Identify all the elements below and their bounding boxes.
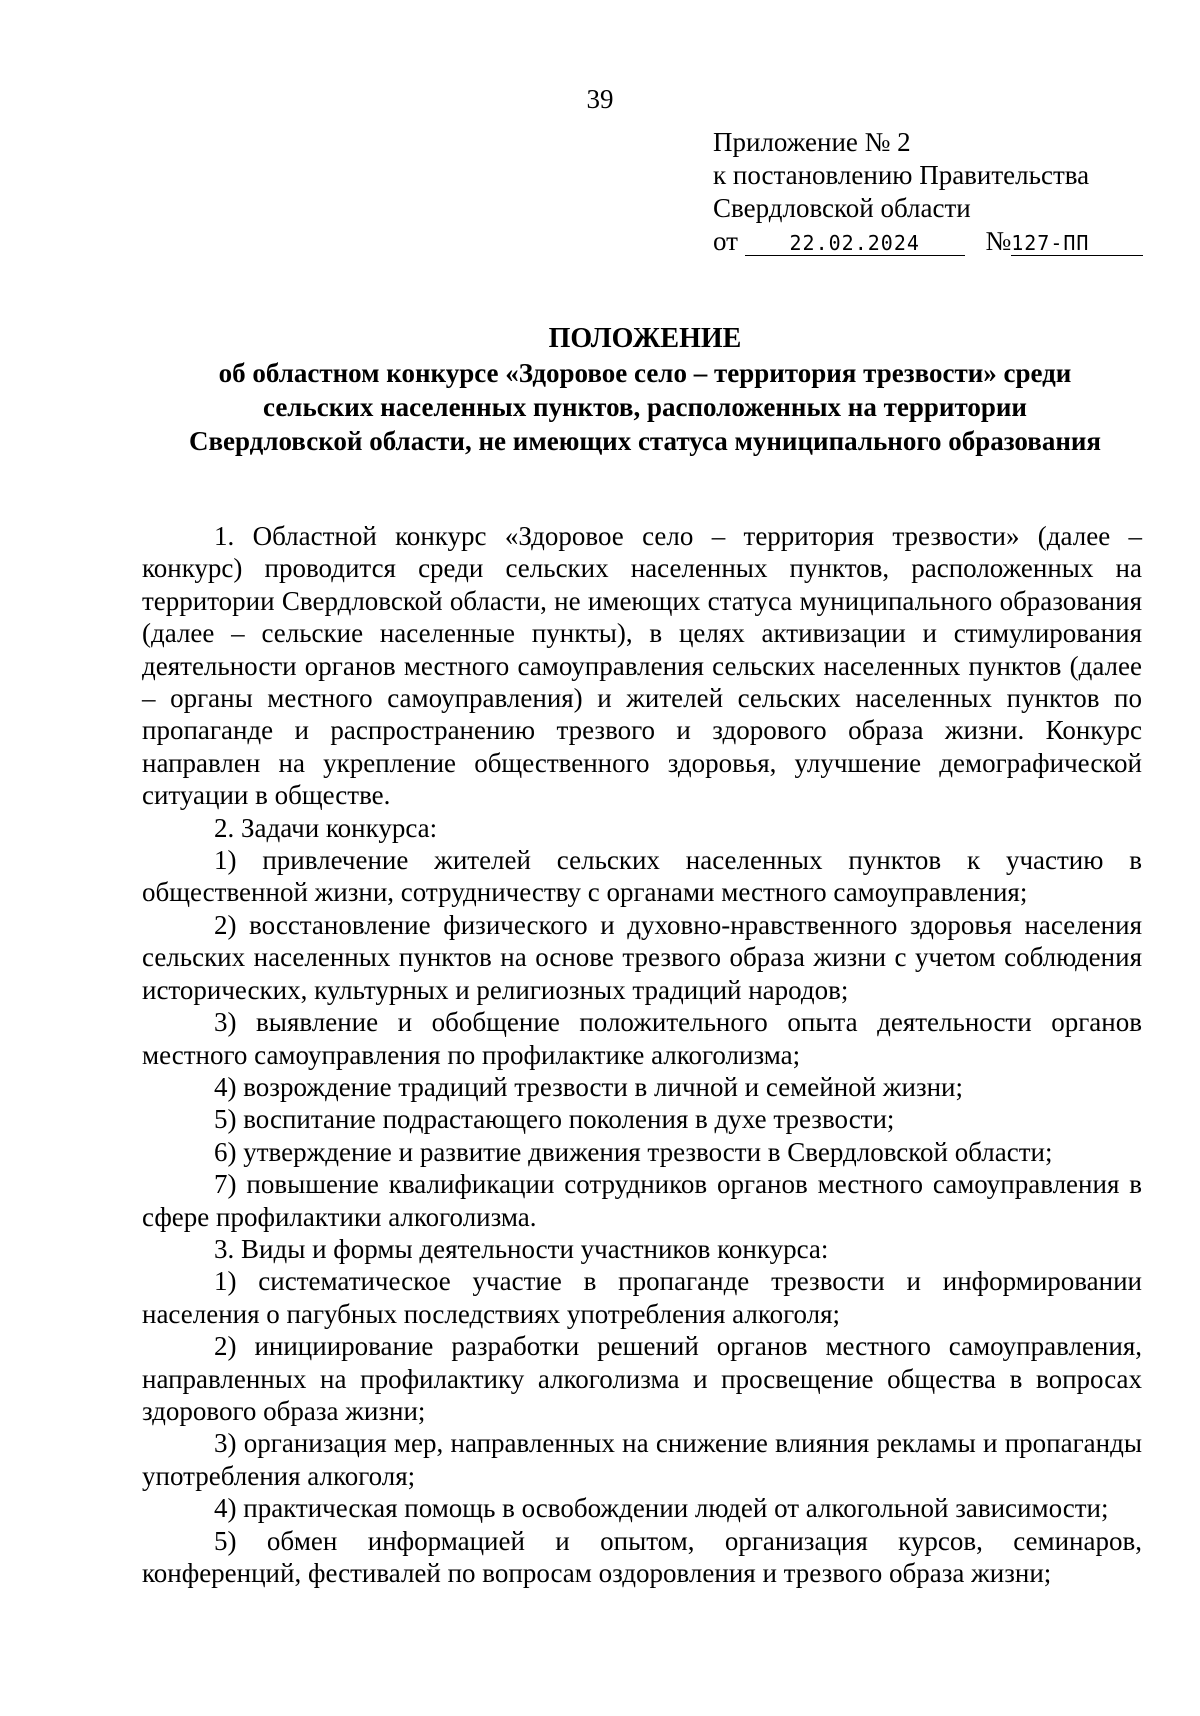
paragraph: 4) практическая помощь в освобождении людей от алкогольной зависимости; <box>214 1493 1109 1524</box>
paragraph: 5) обмен информацией и опытом, организация курсов, семинаров, конференций, фестивалей по вопросам оздоровления и трезвого образа жизни; <box>142 1525 1142 1588</box>
title-line-3: Свердловской области, не имеющих статуса муниципального образования <box>188 426 1102 456</box>
title-heading: ПОЛОЖЕНИЕ <box>548 323 742 354</box>
paragraph: 5) воспитание подрастающего поколения в духе трезвости; <box>214 1104 895 1135</box>
annex-date-row <box>713 225 1153 258</box>
paragraph: 1. Областной конкурс «Здоровое село – территория трезвости» (далее – конкурс) проводится среди сельских населенных пунктов, расположенных на территории Свердловской области, не имеющих статуса муниципального образования (далее – сельские населенные пункты), в целях активизации и стимулирования деятельности органов местного самоуправления сельских населенных пунктов (далее – органы местного самоуправления) и жителей сельских населенных пунктов по пропаганде и распространению трезвого и здорового образа жизни. Конкурс направлен на укрепление общественного здоровья, улучшение демографической ситуации в обществе. <box>142 521 1142 811</box>
paragraph: 6) утверждение и развитие движения трезвости в Свердловской области; <box>214 1136 1053 1167</box>
paragraph: 3) организация мер, направленных на снижение влияния рекламы и пропаганды употребления алкоголя; <box>142 1428 1142 1491</box>
title-line-2: сельских населенных пунктов, расположенных на территории <box>263 392 1027 422</box>
paragraph: 3) выявление и обобщение положительного опыта деятельности органов местного самоуправления по профилактике алкоголизма; <box>142 1007 1142 1070</box>
paragraph: 1) привлечение жителей сельских населенных пунктов к участию в общественной жизни, сотрудничеству с органами местного самоуправления; <box>142 845 1142 908</box>
paragraph: 2) инициирование разработки решений органов местного самоуправления, направленных на профилактику алкоголизма и просвещение общества в вопросах здорового образа жизни; <box>142 1331 1142 1426</box>
title-line-1: об областном конкурсе «Здоровое село – территория трезвости» среди <box>218 358 1072 388</box>
paragraph: 4) возрождение традиций трезвости в личной и семейной жизни; <box>214 1071 964 1102</box>
annex-header <box>713 126 1153 258</box>
annex-region: Свердловской области <box>713 193 971 223</box>
paragraph: 2) восстановление физического и духовно-нравственного здоровья населения сельских населенных пунктов на основе трезвого образа жизни с учетом соблюдения исторических, культурных и религиозных традиций народов; <box>142 909 1142 1005</box>
paragraph: 7) повышение квалификации сотрудников органов местного самоуправления в сфере профилактики алкоголизма. <box>142 1169 1142 1232</box>
page-number: 39 <box>586 84 614 114</box>
annex-reference: к постановлению Правительства <box>713 160 1090 190</box>
document-body <box>142 520 1142 1589</box>
paragraph: 3. Виды и формы деятельности участников конкурса: <box>214 1233 829 1264</box>
document-title <box>140 322 1150 458</box>
document-number: 127-ПП <box>1011 231 1143 256</box>
number-prefix: № <box>985 226 1012 256</box>
date-prefix: от <box>713 226 738 256</box>
paragraph: 1) систематическое участие в пропаганде трезвости и информировании населения о пагубных последствиях употребления алкоголя; <box>142 1266 1142 1329</box>
document-date: 22.02.2024 <box>745 231 965 256</box>
annex-title: Приложение № 2 <box>713 127 911 157</box>
paragraph: 2. Задачи конкурса: <box>214 812 438 843</box>
